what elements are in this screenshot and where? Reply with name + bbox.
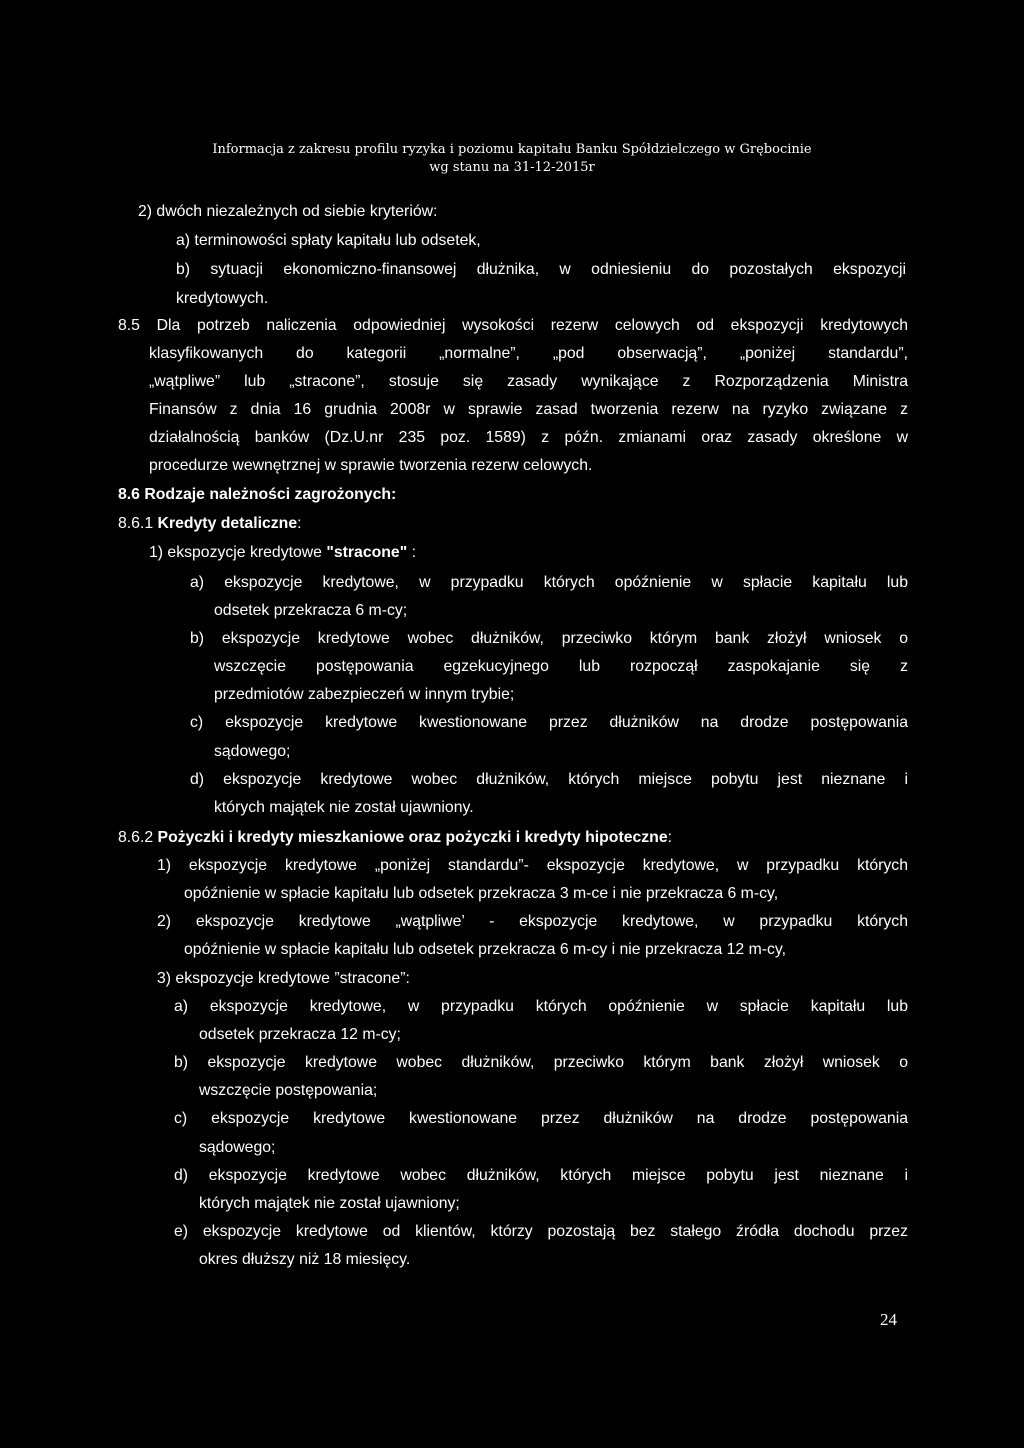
- section-8-6-heading: [118, 485, 396, 505]
- section-8-6-1-colon: :: [297, 515, 302, 532]
- criteria-item-b-line2: kredytowych.: [176, 290, 269, 307]
- mortgage-item-d-line2: których majątek nie został ujawniony;: [199, 1195, 460, 1212]
- section-8-6-2-title: Pożyczki i kredyty mieszkaniowe oraz pożyczki i kredyty hipoteczne: [157, 829, 668, 846]
- page-number: 24: [880, 1310, 897, 1329]
- retail-item-d-line2: których majątek nie został ujawniony.: [214, 799, 474, 816]
- section-8-6-number: 8.6: [118, 486, 140, 503]
- mortgage-substandard-line1: 1) ekspozycje kredytowe „poniżej standardu”- ekspozycje kredytowe, w przypadku których: [157, 857, 908, 874]
- section-8-6-2-colon: :: [667, 829, 672, 846]
- retail-lost-intro: [149, 543, 416, 563]
- section-8-5-line4: Finansów z dnia 16 grudnia 2008r w sprawie zasad tworzenia rezerw na ryzyko związane z: [149, 401, 908, 418]
- mortgage-item-a-line2: odsetek przekracza 12 m-cy;: [199, 1026, 401, 1043]
- retail-item-b-line2: wszczęcie postępowania egzekucyjnego lub rozpoczął zaspokajanie się z: [214, 658, 908, 675]
- section-8-5-line3: „wątpliwe” lub „stracone”, stosuje się zasady wynikające z Rozporządzenia Ministra: [149, 373, 908, 390]
- retail-item-a-line2: odsetek przekracza 6 m-cy;: [214, 602, 408, 619]
- mortgage-lost-intro: 3) ekspozycje kredytowe ”stracone”:: [157, 970, 410, 987]
- retail-item-d-line1: d) ekspozycje kredytowe wobec dłużników, których miejsce pobytu jest nieznane i: [190, 771, 908, 788]
- section-8-6-title: Rodzaje należności zagrożonych:: [144, 486, 397, 503]
- retail-lost-prefix: 1) ekspozycje kredytowe: [149, 544, 327, 561]
- section-8-6-2-number: 8.6.2: [118, 829, 154, 846]
- retail-item-a-line1: a) ekspozycje kredytowe, w przypadku których opóźnienie w spłacie kapitału lub: [190, 574, 908, 591]
- retail-item-c-line1: c) ekspozycje kredytowe kwestionowane przez dłużników na drodze postępowania: [190, 714, 908, 731]
- mortgage-item-e-line1: e) ekspozycje kredytowe od klientów, którzy pozostają bez stałego źródła dochodu przez: [174, 1223, 908, 1240]
- mortgage-item-d-line1: d) ekspozycje kredytowe wobec dłużników, których miejsce pobytu jest nieznane i: [174, 1167, 908, 1184]
- mortgage-substandard-line2: opóźnienie w spłacie kapitału lub odsetek przekracza 3 m-ce i nie przekracza 6 m-cy,: [184, 885, 779, 902]
- section-8-6-1-heading: [118, 514, 302, 534]
- mortgage-item-c-line1: c) ekspozycje kredytowe kwestionowane przez dłużników na drodze postępowania: [174, 1110, 908, 1127]
- section-8-5-line6: procedurze wewnętrznej w sprawie tworzenia rezerw celowych.: [149, 457, 593, 474]
- header-date: wg stanu na 31-12-2015r: [429, 160, 595, 175]
- section-8-5-line5: działalnością banków (Dz.U.nr 235 poz. 1589) z późn. zmianami oraz zasady określone w: [149, 429, 908, 446]
- criteria-item-b-line1: b) sytuacji ekonomiczno-finansowej dłużnika, w odniesieniu do pozostałych ekspozycji: [176, 261, 906, 278]
- mortgage-item-e-line2: okres dłuższy niż 18 miesięcy.: [199, 1251, 411, 1268]
- retail-lost-term: "stracone": [326, 544, 408, 561]
- retail-lost-suffix: :: [407, 544, 416, 561]
- retail-item-b-line3: przedmiotów zabezpieczeń w innym trybie;: [214, 686, 515, 703]
- mortgage-item-a-line1: a) ekspozycje kredytowe, w przypadku których opóźnienie w spłacie kapitału lub: [174, 998, 908, 1015]
- section-8-6-1-title: Kredyty detaliczne: [157, 515, 298, 532]
- criteria-item-a: a) terminowości spłaty kapitału lub odsetek,: [176, 232, 481, 249]
- mortgage-doubtful-line1: 2) ekspozycje kredytowe „wątpliwe’ - ekspozycje kredytowe, w przypadku których: [157, 913, 908, 930]
- mortgage-item-b-line1: b) ekspozycje kredytowe wobec dłużników, przeciwko którym bank złożył wniosek o: [174, 1054, 908, 1071]
- retail-item-c-line2: sądowego;: [214, 743, 291, 760]
- criteria-intro: 2) dwóch niezależnych od siebie kryteriów:: [138, 203, 438, 220]
- mortgage-doubtful-line2: opóźnienie w spłacie kapitału lub odsetek przekracza 6 m-cy i nie przekracza 12 m-cy,: [184, 941, 787, 958]
- header-title: Informacja z zakresu profilu ryzyka i poziomu kapitału Banku Spółdzielczego w Grębocinie: [212, 142, 812, 157]
- mortgage-item-c-line2: sądowego;: [199, 1139, 276, 1156]
- retail-item-b-line1: b) ekspozycje kredytowe wobec dłużników, przeciwko którym bank złożył wniosek o: [190, 630, 908, 647]
- section-8-6-1-number: 8.6.1: [118, 515, 154, 532]
- section-8-6-2-heading: [118, 828, 672, 848]
- section-8-5-line2: klasyfikowanych do kategorii „normalne”, „pod obserwacją”, „poniżej standardu”,: [149, 345, 908, 362]
- section-8-5-line1: 8.5 Dla potrzeb naliczenia odpowiedniej wysokości rezerw celowych od ekspozycji kredytowych: [118, 317, 908, 334]
- mortgage-item-b-line2: wszczęcie postępowania;: [199, 1082, 378, 1099]
